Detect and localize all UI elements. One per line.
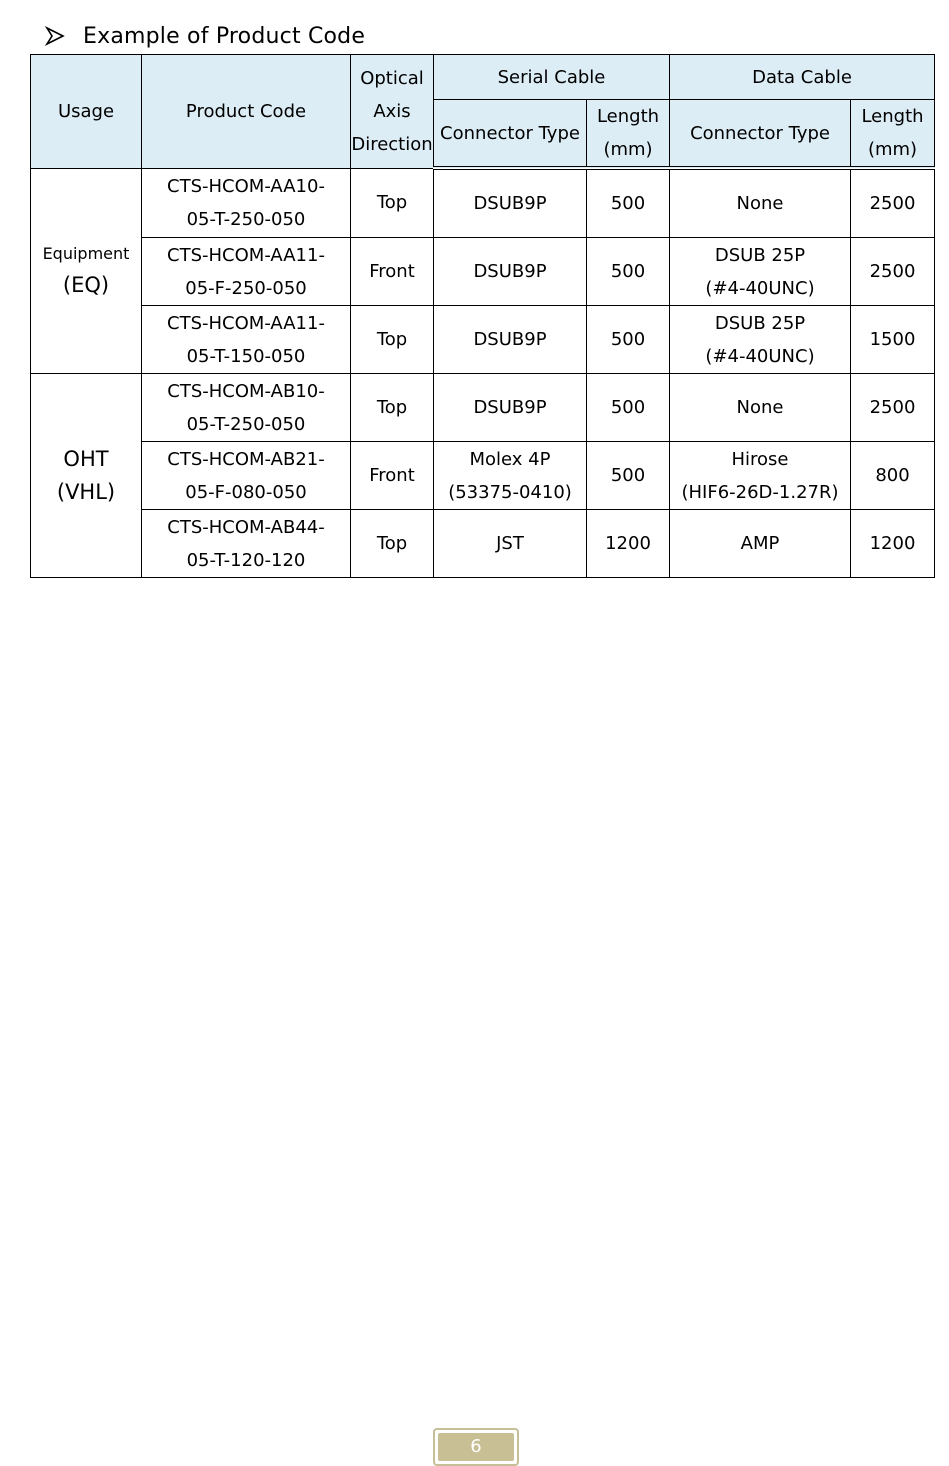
usage-label: (EQ) xyxy=(62,272,110,297)
data-connector-line: (HIF6-26D-1.27R) xyxy=(681,481,839,503)
header-length-line: Length xyxy=(861,106,924,127)
header-optical-axis-line: Optical xyxy=(360,67,424,89)
data-connector-line: Hirose xyxy=(731,448,789,470)
serial-connector-cell: DSUB9P xyxy=(434,306,587,374)
table-row xyxy=(31,510,935,578)
table-row xyxy=(31,168,935,238)
data-connector-line: DSUB 25P xyxy=(714,244,806,266)
header-product-code: Product Code xyxy=(142,55,351,169)
section-heading-text: Example of Product Code xyxy=(83,23,366,49)
section-heading xyxy=(44,20,365,52)
product-code-line: CTS-HCOM-AB21- xyxy=(167,448,325,470)
axis-cell: Top xyxy=(351,306,434,374)
product-code-cell xyxy=(142,442,351,510)
data-length-cell: 2500 xyxy=(851,168,935,238)
product-code-cell xyxy=(142,238,351,306)
product-code-line: 05-F-080-050 xyxy=(185,481,307,503)
data-length-cell: 2500 xyxy=(851,374,935,442)
serial-connector-cell: DSUB9P xyxy=(434,168,587,238)
data-connector-cell: None xyxy=(670,374,851,442)
product-code-line: CTS-HCOM-AA10- xyxy=(167,175,325,197)
product-code-line: 05-F-250-050 xyxy=(185,277,307,299)
product-code-line: 05-T-250-050 xyxy=(186,208,306,230)
product-code-cell xyxy=(142,306,351,374)
header-optical-axis-line: Axis xyxy=(373,100,411,122)
page-number: 6 xyxy=(438,1433,514,1461)
usage-cell-oht xyxy=(31,374,142,578)
axis-cell: Front xyxy=(351,238,434,306)
data-connector-line: (#4-40UNC) xyxy=(705,345,815,367)
product-code-line: 05-T-250-050 xyxy=(186,413,306,435)
axis-cell: Top xyxy=(351,168,434,238)
header-serial-length xyxy=(587,100,670,169)
data-connector-cell xyxy=(670,442,851,510)
table-row xyxy=(31,374,935,442)
header-data-length xyxy=(851,100,935,169)
serial-connector-line: (53375-0410) xyxy=(448,481,572,503)
serial-length-cell: 500 xyxy=(587,442,670,510)
usage-label: (VHL) xyxy=(56,479,116,504)
serial-length-cell: 1200 xyxy=(587,510,670,578)
usage-label: Equipment xyxy=(42,243,130,263)
data-connector-cell xyxy=(670,238,851,306)
product-code-cell xyxy=(142,510,351,578)
serial-connector-cell: DSUB9P xyxy=(434,238,587,306)
header-length-line: (mm) xyxy=(603,139,653,160)
product-code-line: CTS-HCOM-AB10- xyxy=(167,380,325,402)
usage-cell-equipment xyxy=(31,168,142,374)
product-code-table xyxy=(30,54,935,578)
axis-cell: Top xyxy=(351,510,434,578)
product-code-line: 05-T-150-050 xyxy=(186,345,306,367)
header-optical-axis xyxy=(351,55,434,169)
product-code-cell xyxy=(142,168,351,238)
serial-length-cell: 500 xyxy=(587,306,670,374)
axis-cell: Front xyxy=(351,442,434,510)
usage-label: OHT xyxy=(63,446,109,471)
header-data-cable: Data Cable xyxy=(670,55,935,100)
serial-connector-cell: DSUB9P xyxy=(434,374,587,442)
header-optical-axis-line: Direction xyxy=(351,133,433,155)
data-connector-cell: AMP xyxy=(670,510,851,578)
arrow-bullet-icon xyxy=(44,25,66,47)
data-connector-cell: None xyxy=(670,168,851,238)
product-code-line: CTS-HCOM-AA11- xyxy=(167,244,325,266)
header-row-1 xyxy=(31,55,935,100)
header-serial-connector-type: Connector Type xyxy=(434,100,587,169)
table-row xyxy=(31,306,935,374)
page-number-badge xyxy=(433,1428,519,1466)
header-serial-cable: Serial Cable xyxy=(434,55,670,100)
axis-cell: Top xyxy=(351,374,434,442)
product-code-line: CTS-HCOM-AA11- xyxy=(167,312,325,334)
data-connector-line: DSUB 25P xyxy=(714,312,806,334)
serial-connector-cell: JST xyxy=(434,510,587,578)
table-row xyxy=(31,442,935,510)
header-length-line: (mm) xyxy=(867,139,918,160)
product-code-line: 05-T-120-120 xyxy=(186,549,306,571)
serial-length-cell: 500 xyxy=(587,168,670,238)
header-length-line: Length xyxy=(596,106,660,127)
table-row xyxy=(31,238,935,306)
data-length-cell: 1500 xyxy=(851,306,935,374)
data-connector-cell xyxy=(670,306,851,374)
data-connector-line: (#4-40UNC) xyxy=(705,277,815,299)
data-length-cell: 800 xyxy=(851,442,935,510)
serial-length-cell: 500 xyxy=(587,374,670,442)
serial-connector-cell xyxy=(434,442,587,510)
serial-length-cell: 500 xyxy=(587,238,670,306)
data-length-cell: 2500 xyxy=(851,238,935,306)
serial-connector-line: Molex 4P xyxy=(469,448,551,470)
header-data-connector-type: Connector Type xyxy=(670,100,851,169)
header-usage: Usage xyxy=(31,55,142,169)
data-length-cell: 1200 xyxy=(851,510,935,578)
product-code-line: CTS-HCOM-AB44- xyxy=(167,516,325,538)
product-code-cell xyxy=(142,374,351,442)
